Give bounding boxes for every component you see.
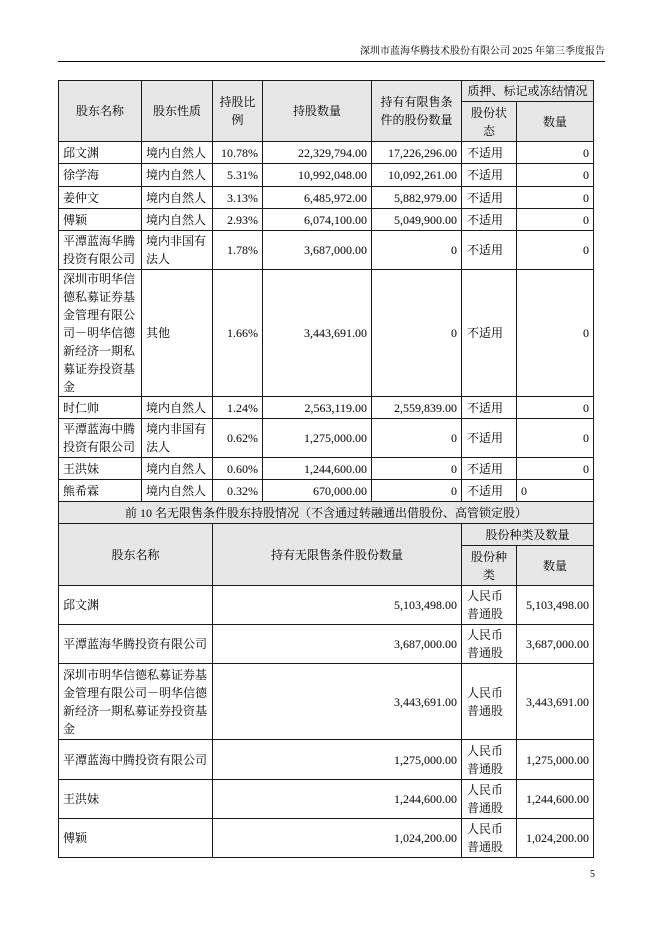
shareholder-nature: 境内自然人 [142, 187, 213, 209]
header-pledge-status: 股份状态 [462, 102, 517, 142]
pledge-quantity: 0 [517, 270, 594, 397]
unrestricted-shares: 1,244,600.00 [213, 780, 462, 819]
share-class: 人民币普通股 [462, 740, 517, 780]
unrestricted-row [59, 740, 594, 780]
unrestricted-row [59, 586, 594, 625]
holding-ratio: 1.24% [213, 397, 263, 419]
shareholder-row [59, 458, 594, 480]
pledge-quantity: 0 [517, 397, 594, 419]
holding-ratio: 2.93% [213, 209, 263, 231]
shareholder-row [59, 142, 594, 164]
shareholder-row [59, 231, 594, 270]
share-class-quantity: 1,275,000.00 [517, 740, 594, 780]
unrestricted-row [59, 819, 594, 858]
holding-shares: 6,485,972.00 [263, 187, 372, 209]
holding-shares: 6,074,100.00 [263, 209, 372, 231]
restricted-shares: 0 [372, 419, 462, 458]
restricted-shares: 0 [372, 458, 462, 480]
shareholder-row [59, 419, 594, 458]
shareholder-name: 熊希霖 [59, 480, 142, 502]
share-class: 人民币普通股 [462, 664, 517, 740]
shareholder-table [58, 80, 594, 858]
shareholder-nature: 境内非国有法人 [142, 231, 213, 270]
header-share-class-quantity: 数量 [517, 546, 594, 586]
restricted-shares: 2,559,839.00 [372, 397, 462, 419]
unrestricted-shareholder-name: 平潭蓝海华腾投资有限公司 [59, 625, 213, 664]
shareholder-row [59, 480, 594, 502]
header-share-class-group: 股份种类及数量 [462, 524, 594, 546]
shareholder-name: 姜仲文 [59, 187, 142, 209]
unrestricted-shares: 1,024,200.00 [213, 819, 462, 858]
unrestricted-header-row [59, 524, 594, 546]
pledge-status: 不适用 [462, 419, 517, 458]
share-class-quantity: 3,443,691.00 [517, 664, 594, 740]
pledge-quantity: 0 [517, 419, 594, 458]
pledge-quantity: 0 [517, 142, 594, 164]
shareholder-name: 深圳市明华信德私募证券基金管理有限公司－明华信德新经济一期私募证券投资基金 [59, 270, 142, 397]
holding-shares: 2,563,119.00 [263, 397, 372, 419]
restricted-shares: 0 [372, 480, 462, 502]
shareholder-name: 徐学海 [59, 164, 142, 187]
unrestricted-section-row [59, 502, 594, 524]
unrestricted-shares: 1,275,000.00 [213, 740, 462, 780]
shareholder-nature: 境内非国有法人 [142, 419, 213, 458]
shareholder-row [59, 397, 594, 419]
unrestricted-row [59, 664, 594, 740]
share-class-quantity: 5,103,498.00 [517, 586, 594, 625]
restricted-shares: 5,882,979.00 [372, 187, 462, 209]
shareholder-row [59, 187, 594, 209]
header-share-class: 股份种类 [462, 546, 517, 586]
share-class: 人民币普通股 [462, 625, 517, 664]
restricted-shares: 10,092,261.00 [372, 164, 462, 187]
shareholder-nature: 境内自然人 [142, 164, 213, 187]
header-unrestricted-shares: 持有无限售条件股份数量 [213, 524, 462, 586]
shareholder-nature: 境内自然人 [142, 209, 213, 231]
header-shareholder-name: 股东名称 [59, 81, 142, 142]
pledge-quantity: 0 [517, 187, 594, 209]
pledge-status: 不适用 [462, 231, 517, 270]
unrestricted-shareholder-name: 平潭蓝海中腾投资有限公司 [59, 740, 213, 780]
unrestricted-section-title: 前 10 名无限售条件股东持股情况（不含通过转融通出借股份、高管锁定股） [59, 502, 594, 524]
pledge-status: 不适用 [462, 164, 517, 187]
share-class: 人民币普通股 [462, 780, 517, 819]
holding-shares: 1,275,000.00 [263, 419, 372, 458]
holding-ratio: 1.66% [213, 270, 263, 397]
shareholder-row [59, 164, 594, 187]
holding-ratio: 0.60% [213, 458, 263, 480]
pledge-status: 不适用 [462, 187, 517, 209]
shareholder-nature: 境内自然人 [142, 142, 213, 164]
holding-ratio: 1.78% [213, 231, 263, 270]
holding-ratio: 10.78% [213, 142, 263, 164]
report-header [58, 44, 605, 62]
holding-ratio: 5.31% [213, 164, 263, 187]
pledge-quantity: 0 [517, 231, 594, 270]
holding-shares: 3,443,691.00 [263, 270, 372, 397]
shareholder-row [59, 270, 594, 397]
header-holding-ratio: 持股比例 [213, 81, 263, 142]
unrestricted-shareholder-name: 邱文渊 [59, 586, 213, 625]
pledge-quantity: 0 [517, 458, 594, 480]
pledge-quantity: 0 [517, 480, 594, 502]
pledge-status: 不适用 [462, 142, 517, 164]
unrestricted-shareholder-name: 王洪妹 [59, 780, 213, 819]
shareholder-name: 傅颖 [59, 209, 142, 231]
pledge-quantity: 0 [517, 164, 594, 187]
share-class-quantity: 1,024,200.00 [517, 819, 594, 858]
top10-header-row [59, 81, 594, 102]
unrestricted-shares: 3,687,000.00 [213, 625, 462, 664]
unrestricted-row [59, 625, 594, 664]
header-holding-shares: 持股数量 [263, 81, 372, 142]
shareholder-nature: 其他 [142, 270, 213, 397]
holding-shares: 22,329,794.00 [263, 142, 372, 164]
pledge-quantity: 0 [517, 209, 594, 231]
unrestricted-shares: 3,443,691.00 [213, 664, 462, 740]
shareholder-name: 邱文渊 [59, 142, 142, 164]
pledge-status: 不适用 [462, 458, 517, 480]
holding-shares: 1,244,600.00 [263, 458, 372, 480]
shareholder-nature: 境内自然人 [142, 458, 213, 480]
holding-ratio: 0.32% [213, 480, 263, 502]
share-class-quantity: 3,687,000.00 [517, 625, 594, 664]
page-number: 5 [590, 869, 595, 880]
pledge-status: 不适用 [462, 397, 517, 419]
share-class: 人民币普通股 [462, 819, 517, 858]
share-class-quantity: 1,244,600.00 [517, 780, 594, 819]
restricted-shares: 17,226,296.00 [372, 142, 462, 164]
pledge-status: 不适用 [462, 209, 517, 231]
header-pledge-quantity: 数量 [517, 102, 594, 142]
header-restricted-shares: 持有有限售条件的股份数量 [372, 81, 462, 142]
share-class: 人民币普通股 [462, 586, 517, 625]
shareholder-nature: 境内自然人 [142, 480, 213, 502]
shareholder-row [59, 209, 594, 231]
unrestricted-shares: 5,103,498.00 [213, 586, 462, 625]
holding-ratio: 3.13% [213, 187, 263, 209]
shareholder-name: 王洪妹 [59, 458, 142, 480]
holding-shares: 10,992,048.00 [263, 164, 372, 187]
holding-ratio: 0.62% [213, 419, 263, 458]
unrestricted-shareholder-name: 傅颖 [59, 819, 213, 858]
shareholder-name: 平潭蓝海华腾投资有限公司 [59, 231, 142, 270]
pledge-status: 不适用 [462, 270, 517, 397]
shareholder-name: 平潭蓝海中腾投资有限公司 [59, 419, 142, 458]
pledge-status: 不适用 [462, 480, 517, 502]
restricted-shares: 0 [372, 270, 462, 397]
holding-shares: 3,687,000.00 [263, 231, 372, 270]
shareholder-nature: 境内自然人 [142, 397, 213, 419]
restricted-shares: 0 [372, 231, 462, 270]
shareholder-name: 时仁帅 [59, 397, 142, 419]
holding-shares: 670,000.00 [263, 480, 372, 502]
header-unrestricted-name: 股东名称 [59, 524, 213, 586]
restricted-shares: 5,049,900.00 [372, 209, 462, 231]
header-shareholder-nature: 股东性质 [142, 81, 213, 142]
report-title: 深圳市蓝海华腾技术股份有限公司 2025 年第三季度报告 [360, 46, 605, 57]
unrestricted-row [59, 780, 594, 819]
unrestricted-shareholder-name: 深圳市明华信德私募证券基金管理有限公司－明华信德新经济一期私募证券投资基金 [59, 664, 213, 740]
header-pledge-group: 质押、标记或冻结情况 [462, 81, 594, 102]
